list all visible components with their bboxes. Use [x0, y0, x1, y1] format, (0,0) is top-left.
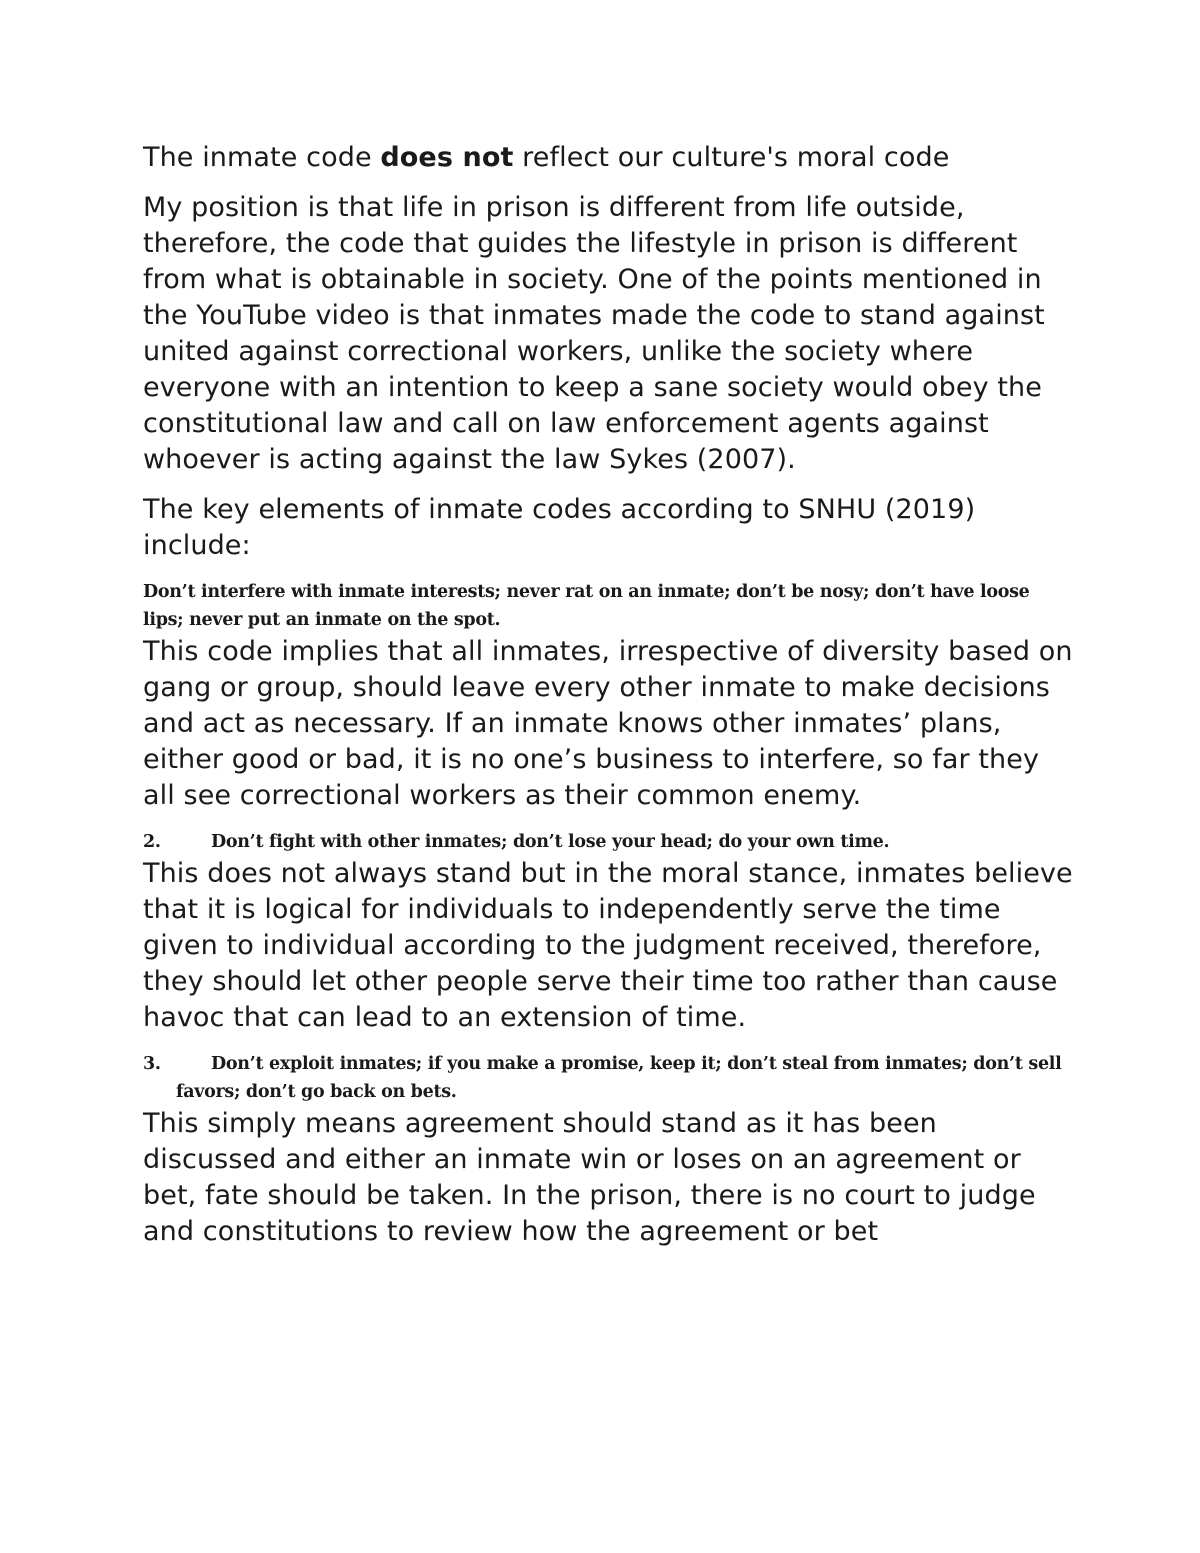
paragraph-key-elements-intro: The key elements of inmate codes according to SNHU (2019) include:: [143, 494, 976, 561]
code-item-3-text: Don’t exploit inmates; if you make a promise, keep it; don’t steal from inmates; don’t sell favors; don’t go back on bets.: [176, 1054, 1062, 1102]
list-number-2: 2.: [143, 832, 161, 852]
code-item-1: Don’t interfere with inmate interests; never rat on an inmate; don’t be nosy; don’t have loose lips; never put an inmate on the spot.: [143, 582, 1030, 630]
document-page: [143, 140, 1073, 1250]
paragraph-code-2-explanation: This does not always stand but in the moral stance, inmates believe that it is logical for individuals to independently serve the time given to individual according to the judgment received, therefore, they should let other people serve their time too rather than cause havoc that can lead to an extension of time.: [143, 858, 1073, 1033]
code-item-2: [143, 828, 1073, 856]
title-bold-text: does not: [380, 142, 514, 173]
paragraph-code-1-explanation: This code implies that all inmates, irrespective of diversity based on gang or group, should leave every other inmate to make decisions and act as necessary. If an inmate knows other inmates’ plans, either good or bad, it is no one’s business to interfere, so far they all see correctional workers as their common enemy.: [143, 636, 1073, 811]
title-text-end: reflect our culture's moral code: [513, 142, 950, 173]
document-title: [143, 140, 1073, 176]
title-text-start: The inmate code: [143, 142, 381, 173]
list-number-3: 3.: [143, 1054, 161, 1074]
code-item-3: [143, 1050, 1073, 1106]
paragraph-code-3-explanation: This simply means agreement should stand as it has been discussed and either an inmate win or loses on an agreement or bet, fate should be taken. In the prison, there is no court to judge and constitutions to review how the agreement or bet: [143, 1108, 1036, 1247]
paragraph-position: My position is that life in prison is different from life outside, therefore, the code that guides the lifestyle in prison is different from what is obtainable in society. One of the points mentioned in the YouTube video is that inmates made the code to stand against united against correctional workers, unlike the society where everyone with an intention to keep a sane society would obey the constitutional law and call on law enforcement agents against whoever is acting against the law Sykes (2007).: [143, 192, 1045, 475]
code-item-2-text: Don’t fight with other inmates; don’t lose your head; do your own time.: [211, 832, 890, 852]
